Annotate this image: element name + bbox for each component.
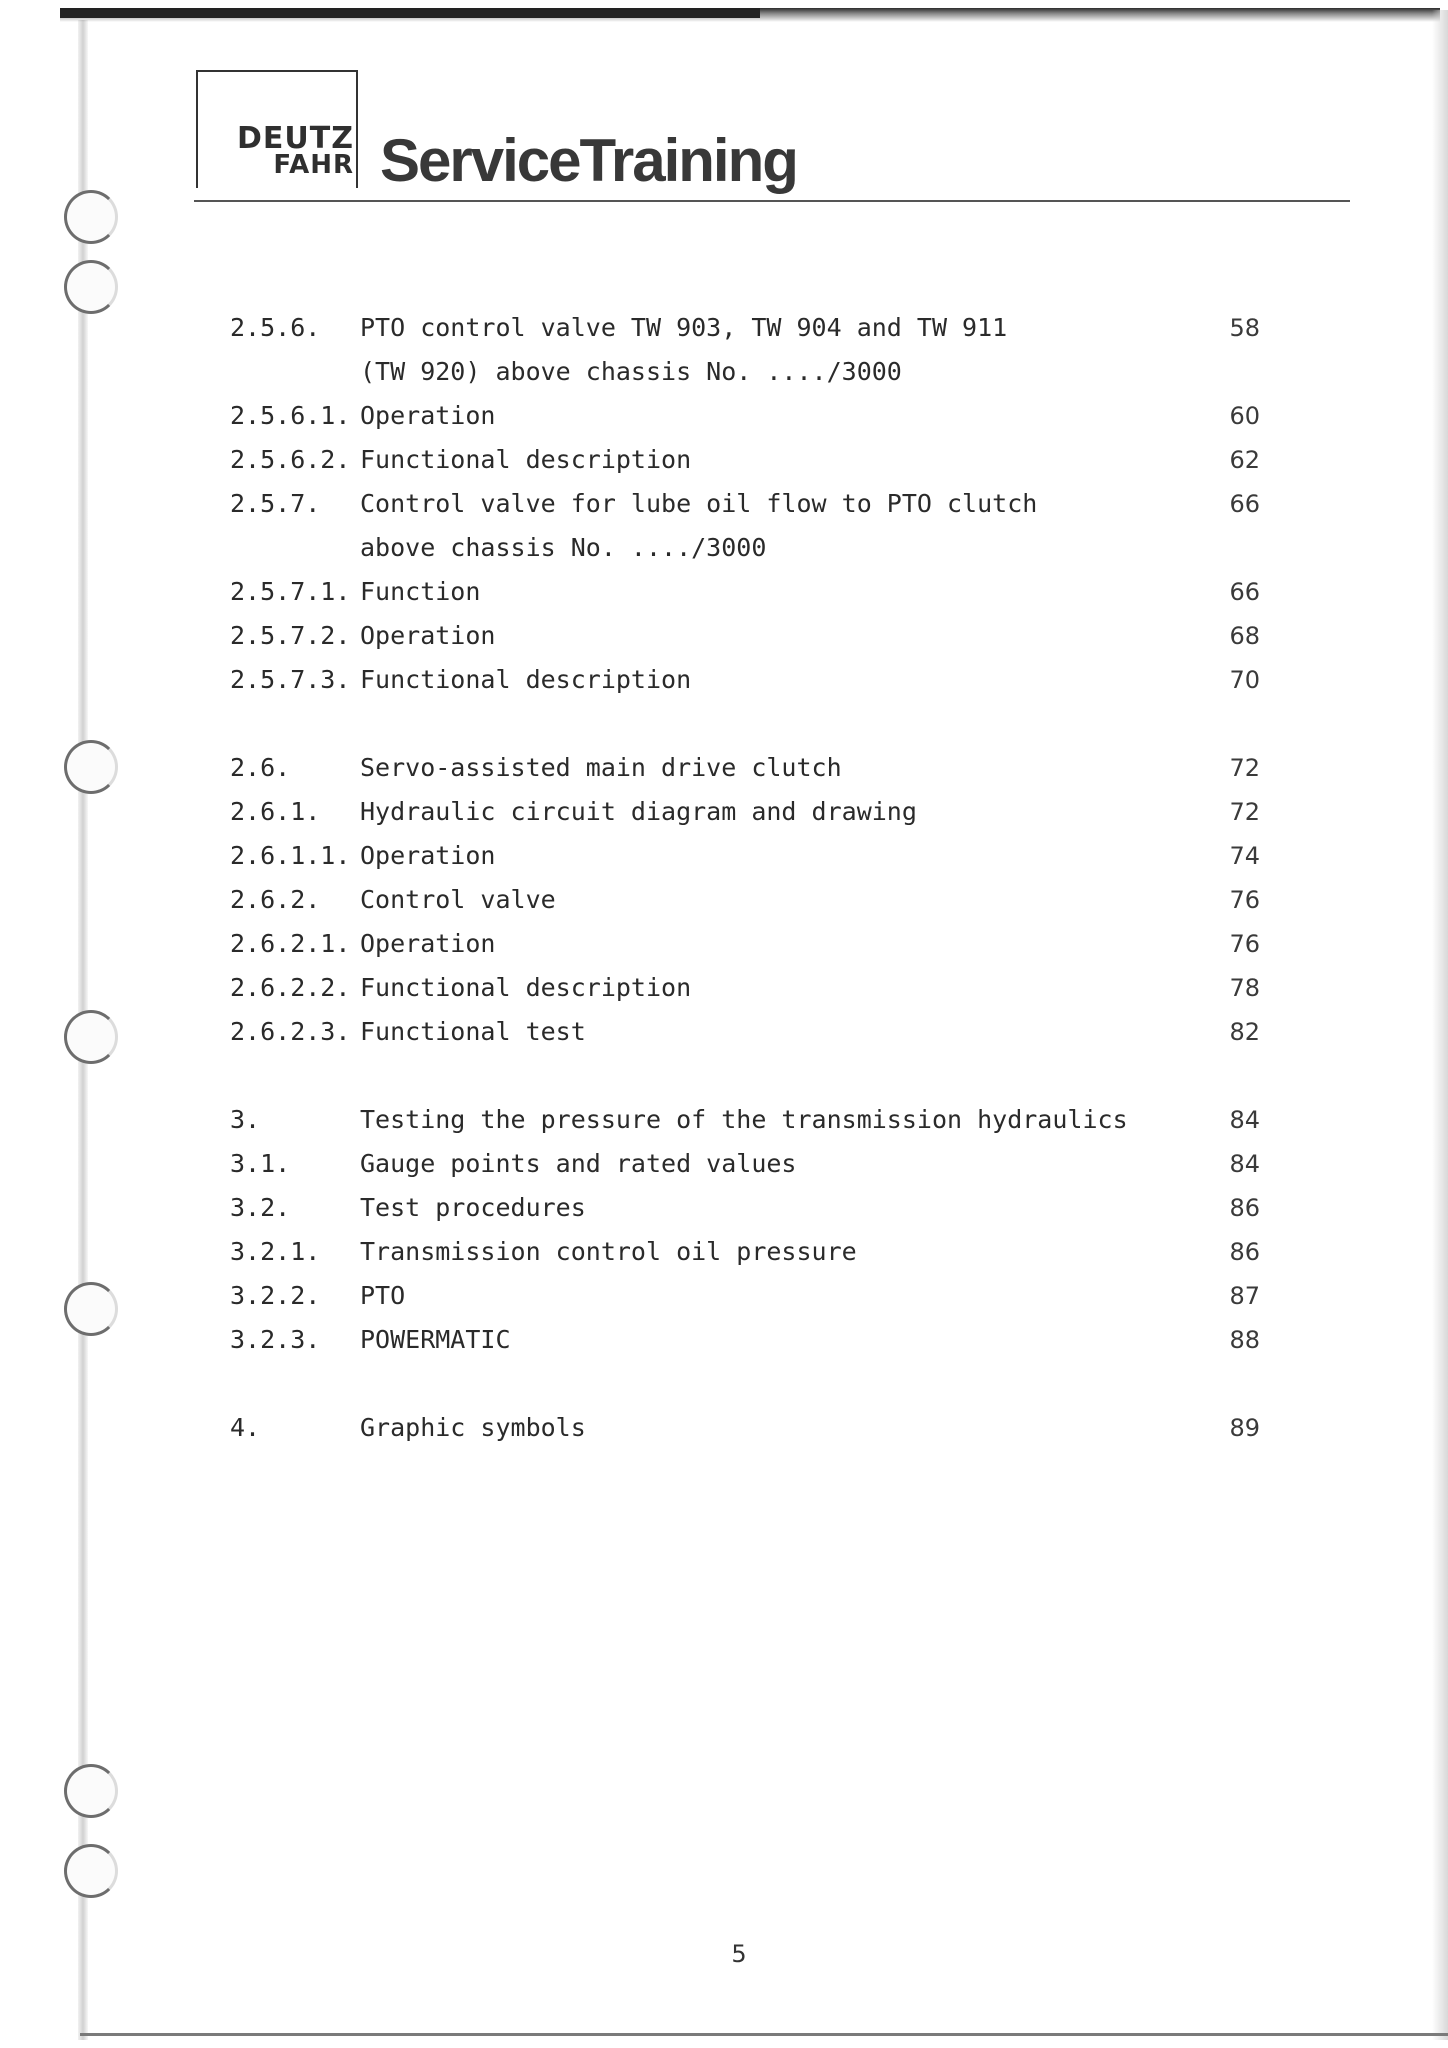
toc-title: above chassis No. ..../3000 <box>360 533 767 562</box>
toc-title: Functional description <box>360 665 692 694</box>
toc-page: 88 <box>1229 1326 1260 1354</box>
toc-num: 2.5.7. <box>230 489 321 518</box>
toc-num: 2.6.1.1. <box>230 841 351 870</box>
header-divider <box>194 200 1350 202</box>
toc-title: Servo-assisted main drive clutch <box>360 753 842 782</box>
toc-entry <box>0 526 1448 570</box>
toc-entry <box>0 834 1448 878</box>
toc-title: Control valve for lube oil flow to PTO clutch <box>360 489 1038 518</box>
toc-num: 2.6.2.3. <box>230 1017 351 1046</box>
toc-entry <box>0 922 1448 966</box>
logo-line-1: DEUTZ <box>237 121 354 156</box>
punch-hole <box>64 1844 118 1898</box>
toc-entry <box>0 306 1448 350</box>
toc-num: 3.2.3. <box>230 1325 321 1354</box>
toc-page: 58 <box>1229 314 1260 342</box>
toc-title: Operation <box>360 841 496 870</box>
toc-title: Operation <box>360 401 496 430</box>
toc-entry <box>0 570 1448 614</box>
toc-entry <box>0 1142 1448 1186</box>
toc-entry <box>0 1010 1448 1054</box>
toc-entry <box>0 614 1448 658</box>
toc-title: PTO <box>360 1281 406 1310</box>
toc-entry <box>0 394 1448 438</box>
toc-title: Testing the pressure of the transmission hydraulics <box>360 1105 1128 1134</box>
toc-page: 87 <box>1229 1282 1260 1310</box>
toc-num: 4. <box>230 1413 261 1442</box>
toc-entry <box>0 878 1448 922</box>
toc-page: 66 <box>1229 490 1260 518</box>
toc-title: Functional description <box>360 445 692 474</box>
toc-num: 2.5.7.2. <box>230 621 351 650</box>
toc-num: 3.2. <box>230 1193 291 1222</box>
punch-hole <box>64 1764 118 1818</box>
toc-num: 2.6.1. <box>230 797 321 826</box>
toc-num: 3.2.1. <box>230 1237 321 1266</box>
toc-title: Functional test <box>360 1017 586 1046</box>
page-title: ServiceTraining <box>380 127 797 194</box>
toc-num: 2.5.7.1. <box>230 577 351 606</box>
toc-page: 86 <box>1229 1238 1260 1266</box>
toc-num: 2.6.2.1. <box>230 929 351 958</box>
toc-num: 2.5.7.3. <box>230 665 351 694</box>
toc-title: Function <box>360 577 481 606</box>
toc-num: 2.6. <box>230 753 291 782</box>
punch-hole <box>64 190 118 244</box>
toc-title: Operation <box>360 929 496 958</box>
toc-title: Functional description <box>360 973 692 1002</box>
toc-entry <box>0 1230 1448 1274</box>
toc-page: 86 <box>1229 1194 1260 1222</box>
toc-page: 76 <box>1229 930 1260 958</box>
toc-entry <box>0 1098 1448 1142</box>
toc-page: 62 <box>1229 446 1260 474</box>
toc-entry <box>0 1318 1448 1362</box>
toc-num: 2.5.6.1. <box>230 401 351 430</box>
toc-page: 70 <box>1229 666 1260 694</box>
deutz-fahr-logo <box>204 121 354 180</box>
toc-num: 2.6.2. <box>230 885 321 914</box>
toc-num: 3.1. <box>230 1149 291 1178</box>
toc-num: 2.5.6. <box>230 313 321 342</box>
toc-entry <box>0 1274 1448 1318</box>
toc-num: 3. <box>230 1105 261 1134</box>
toc-page: 72 <box>1229 798 1260 826</box>
toc-page: 72 <box>1229 754 1260 782</box>
toc-title: Test procedures <box>360 1193 586 1222</box>
toc-num: 2.6.2.2. <box>230 973 351 1002</box>
toc-page: 78 <box>1229 974 1260 1002</box>
toc-page: 84 <box>1229 1150 1260 1178</box>
toc-title: Operation <box>360 621 496 650</box>
toc-page: 60 <box>1229 402 1260 430</box>
toc-entry <box>0 350 1448 394</box>
toc-num: 3.2.2. <box>230 1281 321 1310</box>
toc-title: (TW 920) above chassis No. ..../3000 <box>360 357 902 386</box>
toc-page: 66 <box>1229 578 1260 606</box>
page-number: 5 <box>731 1940 747 1968</box>
toc-entry <box>0 438 1448 482</box>
toc-num: 2.5.6.2. <box>230 445 351 474</box>
toc-entry <box>0 1186 1448 1230</box>
toc-title: Hydraulic circuit diagram and drawing <box>360 797 917 826</box>
toc-page: 74 <box>1229 842 1260 870</box>
toc-entry <box>0 966 1448 1010</box>
toc-entry <box>0 658 1448 702</box>
logo-line-2: FAHR <box>273 150 354 180</box>
toc-entry <box>0 1406 1448 1450</box>
toc-page: 82 <box>1229 1018 1260 1046</box>
scan-edge-bottom <box>80 2033 1448 2036</box>
scan-edge-top-dark <box>60 8 760 18</box>
toc-page: 89 <box>1229 1414 1260 1442</box>
toc-page: 84 <box>1229 1106 1260 1134</box>
toc-title: POWERMATIC <box>360 1325 511 1354</box>
toc-page: 76 <box>1229 886 1260 914</box>
toc-entry <box>0 482 1448 526</box>
toc-title: Control valve <box>360 885 556 914</box>
toc-title: Transmission control oil pressure <box>360 1237 857 1266</box>
toc-page: 68 <box>1229 622 1260 650</box>
toc-entry <box>0 746 1448 790</box>
toc-title: Gauge points and rated values <box>360 1149 797 1178</box>
toc-title: PTO control valve TW 903, TW 904 and TW 911 <box>360 313 1008 342</box>
toc-title: Graphic symbols <box>360 1413 586 1442</box>
toc-entry <box>0 790 1448 834</box>
